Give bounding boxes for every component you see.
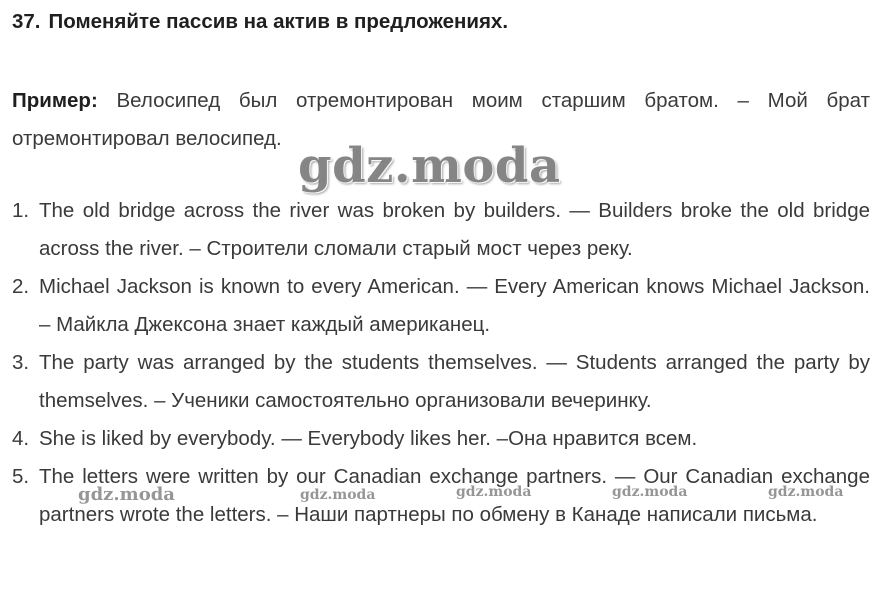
- item-text: The party was arranged by the students themselves. — Students arranged the party by themselves. – Ученики самостоятельно организовали вечеринку.: [39, 351, 870, 412]
- list-item: [12, 458, 870, 534]
- answers-list: [12, 192, 870, 534]
- item-text: The letters were written by our Canadian exchange partners. — Our Canadian exchange partners wrote the letters. – Наши партнеры по обмену в Канаде написали письма.: [39, 465, 870, 526]
- watermark-small: gdz.moda: [78, 484, 175, 505]
- list-item: [12, 268, 870, 344]
- watermark-main: gdz.moda: [298, 138, 561, 194]
- watermark-small: gdz.moda: [612, 484, 688, 500]
- exercise-number: 37.: [12, 10, 41, 33]
- watermark-small: gdz.moda: [456, 484, 532, 500]
- example-text: Велосипед был отремонтирован моим старшим братом. – Мой брат отремонтировал велосипед.: [12, 89, 870, 150]
- item-text: Michael Jackson is known to every American. — Every American knows Michael Jackson. – Майкла Джексона знает каждый американец.: [39, 275, 870, 336]
- item-number: 4.: [12, 427, 30, 450]
- list-item: [12, 192, 870, 268]
- list-item: [12, 420, 870, 458]
- example-label: Пример:: [12, 89, 98, 112]
- item-number: 5.: [12, 465, 30, 488]
- item-text: The old bridge across the river was broken by builders. — Builders broke the old bridge across the river. – Строители сломали старый мост через реку.: [39, 199, 870, 260]
- item-number: 3.: [12, 351, 30, 374]
- item-number: 2.: [12, 275, 30, 298]
- item-number: 1.: [12, 199, 30, 222]
- example-paragraph: [12, 82, 870, 158]
- list-item: [12, 344, 870, 420]
- item-text: She is liked by everybody. — Everybody likes her. –Она нравится всем.: [39, 427, 698, 450]
- watermark-small: gdz.moda: [300, 487, 376, 503]
- watermark-small: gdz.moda: [768, 484, 844, 500]
- exercise-title-text: Поменяйте пассив на актив в предложениях.: [48, 10, 509, 33]
- exercise-title: [12, 10, 508, 34]
